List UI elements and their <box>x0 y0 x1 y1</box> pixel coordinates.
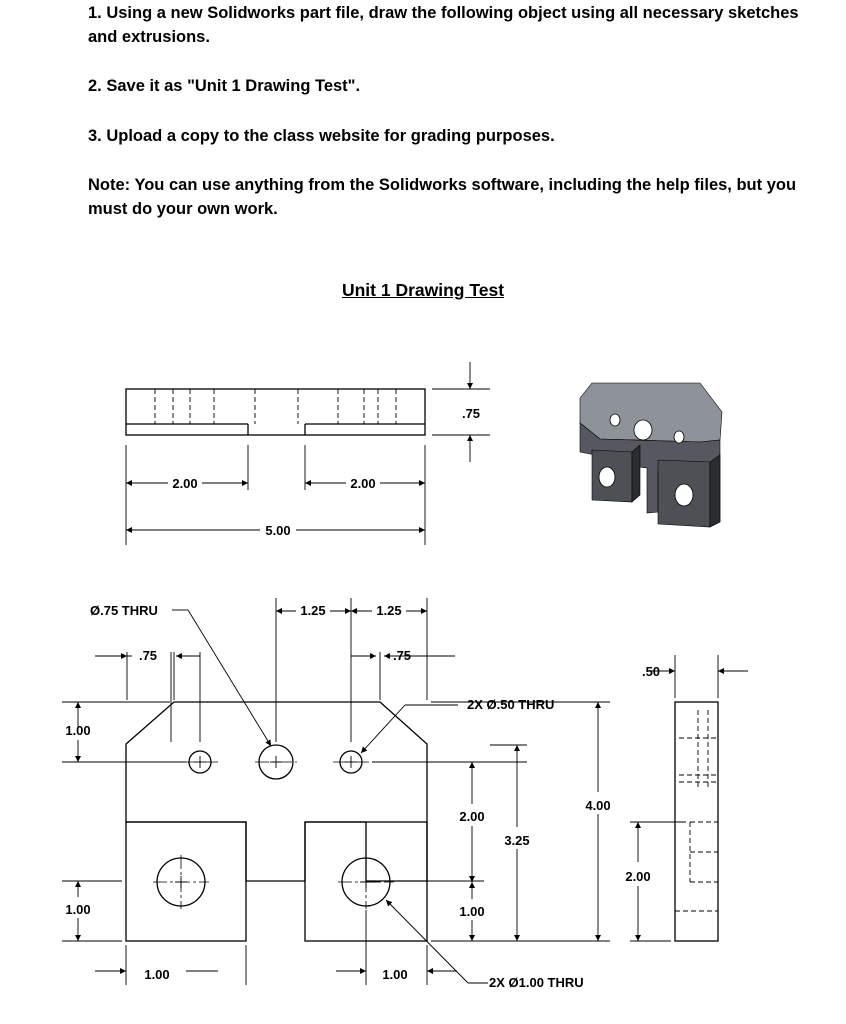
dim-height-to-holes: 3.25 <box>504 833 530 848</box>
top-view <box>126 362 490 545</box>
dim-left-hole-offset: .75 <box>138 648 158 663</box>
dim-lower-hole-height: 1.00 <box>459 904 485 919</box>
dim-holes-vertical: 2.00 <box>459 809 485 824</box>
left-foot <box>126 822 246 941</box>
dim-spacing-a: 1.25 <box>300 603 326 618</box>
note-small-holes: 2X Ø.50 THRU <box>467 697 555 712</box>
dim-overall-height: 4.00 <box>585 798 611 813</box>
note-large-hole: Ø.75 THRU <box>90 603 158 618</box>
dim-spacing-b: 1.25 <box>376 603 402 618</box>
dim-right-hole-offset: .75 <box>392 648 412 663</box>
dim-side-thickness: .50 <box>641 664 661 679</box>
top-view-outline <box>126 389 425 435</box>
dim-foot-width-right: 1.00 <box>382 967 408 982</box>
dim-foot-width-left: 1.00 <box>144 967 170 982</box>
dim-thickness: .75 <box>461 406 481 421</box>
dim-top-right-width: 2.00 <box>350 476 376 491</box>
dim-slot-height: 2.00 <box>625 869 651 884</box>
note-bottom-holes: 2X Ø1.00 THRU <box>489 975 584 990</box>
isometric-view <box>580 383 722 527</box>
instruction-note: Note: You can use anything from the Solidworks software, including the help files, but you must do your own work. <box>88 176 797 218</box>
front-view <box>62 598 611 990</box>
drawing-title: Unit 1 Drawing Test <box>341 280 505 300</box>
instruction-step-1: 1. Using a new Solidworks part file, draw the following object using all necessary sketches and extrusions. <box>88 4 799 46</box>
dim-overall-width: 5.00 <box>265 523 291 538</box>
dim-chamfer-height: 1.00 <box>65 723 91 738</box>
instruction-step-3: 3. Upload a copy to the class website for grading purposes. <box>88 127 555 145</box>
dim-foot-height: 1.00 <box>65 902 91 917</box>
side-view <box>625 655 748 941</box>
dim-top-left-width: 2.00 <box>172 476 198 491</box>
instruction-step-2: 2. Save it as "Unit 1 Drawing Test". <box>88 77 361 95</box>
